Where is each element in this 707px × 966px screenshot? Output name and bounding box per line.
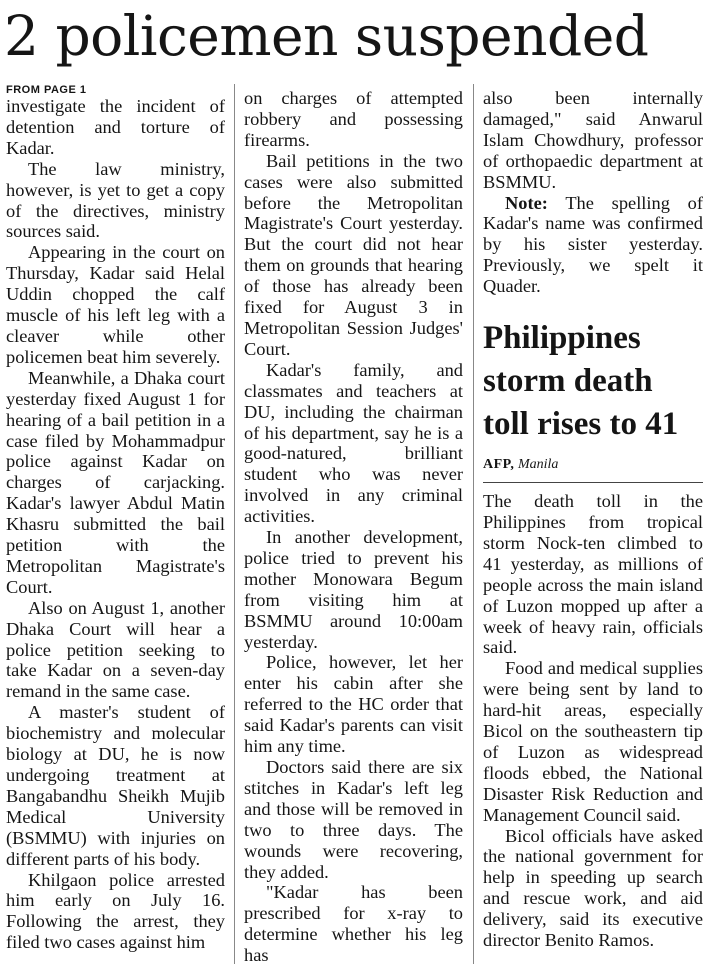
note-text: The spelling of Kadar's name was confirmed by his sister yesterday. Previously, we spelt it Quader. (483, 192, 704, 297)
article-column-3 (483, 88, 703, 951)
article-paragraph: The law ministry, however, is yet to get a copy of the directives, ministry sources said. (6, 158, 225, 242)
jump-label: FROM PAGE 1 (6, 84, 87, 96)
story2-headline: Philippines storm death toll rises to 41 (483, 320, 679, 443)
page-headline: 2 policemen suspended (4, 4, 649, 68)
story2-byline (483, 456, 703, 474)
article-paragraph: Khilgaon police arrested him early on July 16. Following the arrest, they filed two cases against him (6, 869, 225, 953)
article-paragraph: Meanwhile, a Dhaka court yesterday fixed August 1 for hearing of a bail petition in a case filed by Mohammadpur police against Kadar on charges of carjacking. Kadar's lawyer Abdul Matin Khasru submitted the bail petition with the Metropolitan Magistrate's Court. (6, 367, 225, 597)
article-paragraph: "Kadar has been prescribed for x-ray to determine whether his leg has (244, 882, 463, 966)
article-paragraph: Also on August 1, another Dhaka Court will hear a police petition seeking to take Kadar on a seven-day remand in the same case. (6, 597, 225, 702)
editor-note (483, 193, 703, 298)
article-paragraph: also been internally damaged," said Anwarul Islam Chowdhury, professor of orthopaedic department at BSMMU. (483, 88, 703, 192)
article-column-1 (6, 84, 225, 953)
article-paragraph: In another development, police tried to prevent his mother Monowara Begum from visiting him at BSMMU around 10:00am yesterday. (244, 527, 463, 652)
article-paragraph: Bicol officials have asked the national government for help in speeding up search and rescue work, and aid delivery, said its executive director Benito Ramos. (483, 825, 703, 951)
article-paragraph: The death toll in the Philippines from tropical storm Nock-ten climbed to 41 yesterday, as millions of people across the main island of Luzon mopped up after a week of heavy rain, officials said. (483, 491, 703, 658)
byline-place: Manila (517, 457, 559, 473)
note-label: Note: (505, 192, 548, 213)
article-paragraph: A master's student of biochemistry and molecular biology at DU, he is now undergoing treatment at Bangabandhu Sheikh Mujib Medical University (BSMMU) with injuries on different parts of his body. (6, 702, 225, 869)
article-paragraph: Appearing in the court on Thursday, Kadar said Helal Uddin chopped the calf muscle of his left leg with a cleaver while other policemen beat him severely. (6, 242, 225, 367)
article-paragraph: Bail petitions in the two cases were also submitted before the Metropolitan Magistrate's Court yesterday. But the court did not hear them on grounds that hearing of those has already been fixed for August 3 in Metropolitan Session Judges' Court. (244, 150, 463, 359)
article-paragraph: Kadar's family, and classmates and teachers at DU, including the chairman of his department, say he is a good-natured, brilliant student who was never involved in any criminal activities. (244, 359, 463, 527)
divider (483, 482, 703, 483)
article-paragraph: investigate the incident of detention and torture of Kadar. (6, 96, 225, 158)
article-paragraph: on charges of attempted robbery and possessing firearms. (244, 88, 463, 150)
byline-agency: AFP, (483, 457, 515, 473)
article-column-2 (244, 88, 463, 966)
article-paragraph: Doctors said there are six stitches in Kadar's left leg and those will be removed in two to three days. The wounds were recovering, they added. (244, 757, 463, 882)
article-paragraph: Police, however, let her enter his cabin after she referred to the HC order that said Kadar's parents can visit him any time. (244, 652, 463, 757)
article-paragraph: Food and medical supplies were being sent by land to hard-hit areas, especially Bicol on the southeastern tip of Luzon as widespread floods ebbed, the National Disaster Risk Reduction and Management Council said. (483, 658, 703, 825)
